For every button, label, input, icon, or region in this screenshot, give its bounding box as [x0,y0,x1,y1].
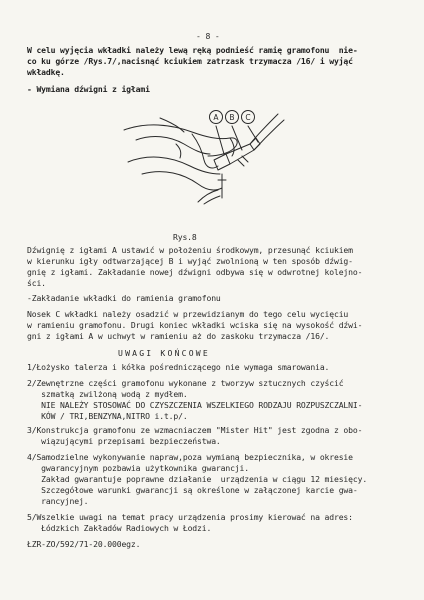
remark-line: Zakład gwarantuje poprawne działanie urządzenia w ciągu 12 miesięcy. [27,474,368,484]
remark-line: szmatką zwilżoną wodą z mydłem. [27,389,188,399]
remark-line: wiązującymi przepisami bezpieczeństwa. [27,436,221,446]
lever-text-line-3: gnię z igłami. Zakładanie nowej dźwigni odbywa się w odwrotnej kolejno- [27,267,363,277]
intro-line-2: co ku górze /Rys.7/,nacisnąć kciukiem zatrzask trzymacza /16/ i wyjąć [27,56,353,66]
page-number: - 8 - [196,31,220,41]
remark-line: rancyjnej. [27,496,89,506]
needle-lever-illustration [118,104,298,224]
lever-text-line-2: w kierunku igły odtwarzającej B i wyjąć zwolnioną w ten sposób dźwig- [27,256,353,266]
print-code: ŁZR-ZO/592/71-20.000egz. [27,539,141,549]
lever-text-line-4: ści. [27,278,46,288]
remark-line: KÓW / TRI,BENZYNA,NITRO i.t.p/. [27,411,188,421]
remark-line: 1/Łożysko talerza i kółka pośredniczącego nie wymaga smarowania. [27,362,330,372]
remark-line: Łódzkich Zakładów Radiowych w Łodzi. [27,523,212,533]
intro-line-3: wkładkę. [27,67,65,77]
heading-cartridge-mounting: -Zakładanie wkładki do ramienia gramofonu [27,293,221,303]
callout-c: C [245,112,251,122]
remark-line: gwarancyjnym pozbawia użytkownika gwarancji. [27,463,249,473]
lever-text-line-1: Dźwignię z igłami A ustawić w położeniu środkowym, przesunąć kciukiem [27,245,353,255]
mount-text-line-1: Nosek C wkładki należy osadzić w przewidzianym do tego celu wycięciu [27,309,349,319]
final-remarks-heading: UWAGI KOŃCOWE [118,348,210,358]
heading-needle-replacement: - Wymiana dźwigni z igłami [27,84,150,94]
figure-caption: Rys.8 [173,232,197,242]
remark-line: 2/Zewnętrzne części gramofonu wykonane z tworzyw sztucznych czyścić [27,378,344,388]
mount-text-line-2: w ramieniu gramofonu. Drugi koniec wkładki wciska się na wysokość dźwi- [27,320,363,330]
intro-line-1: W celu wyjęcia wkładki należy lewą ręką podnieść ramię gramofonu nie- [27,45,358,55]
remark-line: 4/Samodzielne wykonywanie napraw,poza wymianą bezpiecznika, w okresie [27,452,353,462]
mount-text-line-3: gni z igłami A w uchwyt w ramieniu aż do zaskoku trzymacza /16/. [27,331,330,341]
remark-line: 5/Wszelkie uwagi na temat pracy urządzenia prosimy kierować na adres: [27,512,353,522]
callout-b: B [229,112,235,122]
remark-line: Szczegółowe warunki gwarancji są określone w załączonej karcie gwa- [27,485,358,495]
remark-line: NIE NALEŻY STOSOWAĆ DO CZYSZCZENIA WSZELKIEGO RODZAJU ROZPUSZCZALNI- [27,400,363,410]
callout-a: A [213,112,219,122]
remark-line: 3/Konstrukcja gramofonu ze wzmacniaczem "Mister Hit" jest zgodna z obo- [27,425,363,435]
